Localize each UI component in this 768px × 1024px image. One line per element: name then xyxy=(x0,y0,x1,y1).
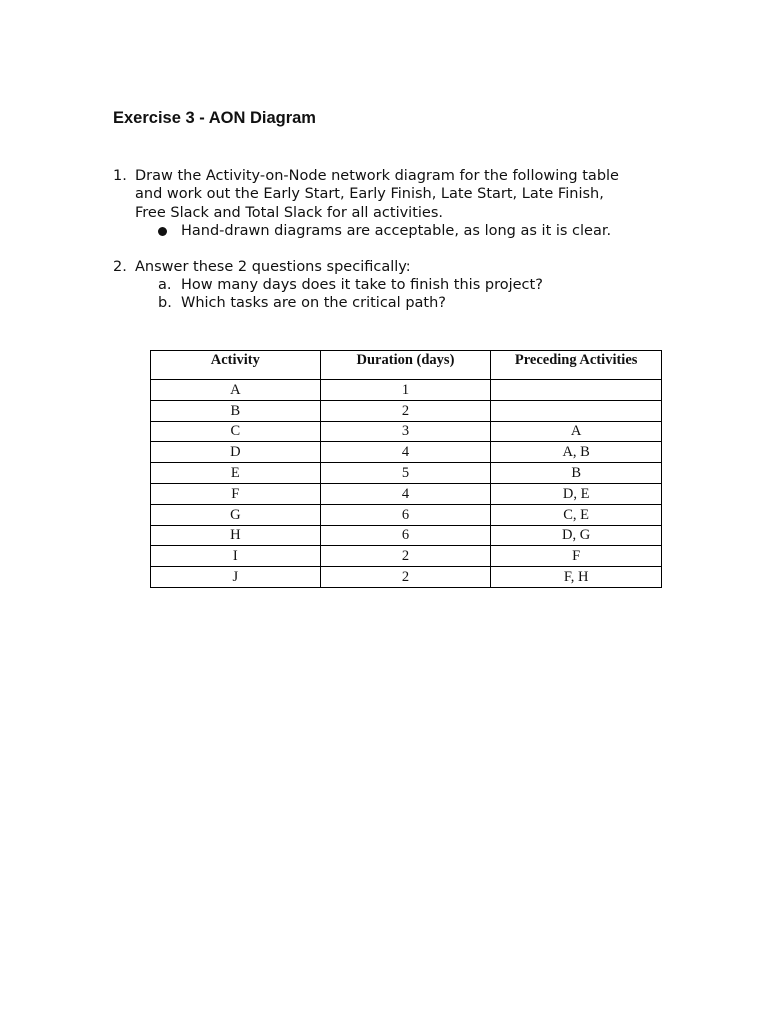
table-row xyxy=(151,421,662,442)
cell-preceding: C, E xyxy=(491,504,662,525)
cell-activity: F xyxy=(151,483,321,504)
cell-duration: 4 xyxy=(320,442,491,463)
table-row xyxy=(151,504,662,525)
cell-preceding: D, E xyxy=(491,483,662,504)
cell-activity: A xyxy=(151,380,321,401)
cell-duration: 2 xyxy=(320,400,491,421)
question-1-text xyxy=(135,167,675,222)
item-letter: a. xyxy=(158,277,172,293)
item-text: How many days does it take to finish this project? xyxy=(181,277,543,293)
table-row xyxy=(151,546,662,567)
cell-duration: 1 xyxy=(320,380,491,401)
cell-preceding: F, H xyxy=(491,567,662,588)
cell-preceding: D, G xyxy=(491,525,662,546)
cell-duration: 5 xyxy=(320,463,491,484)
cell-preceding: A, B xyxy=(491,442,662,463)
table-row xyxy=(151,567,662,588)
cell-activity: C xyxy=(151,421,321,442)
cell-preceding: A xyxy=(491,421,662,442)
cell-preceding xyxy=(491,380,662,401)
item-text: Which tasks are on the critical path? xyxy=(181,295,446,311)
bullet-icon xyxy=(158,227,167,236)
cell-duration: 2 xyxy=(320,546,491,567)
cell-preceding: B xyxy=(491,463,662,484)
cell-duration: 6 xyxy=(320,504,491,525)
table-row xyxy=(151,463,662,484)
item-letter: b. xyxy=(158,295,172,311)
page-title: Exercise 3 - AON Diagram xyxy=(113,109,316,127)
header-preceding: Preceding Activities xyxy=(491,351,662,380)
table-row xyxy=(151,442,662,463)
question-1-number: 1. xyxy=(113,168,127,184)
cell-activity: I xyxy=(151,546,321,567)
bullet-text: Hand-drawn diagrams are acceptable, as long as it is clear. xyxy=(181,223,612,239)
activity-table xyxy=(150,350,662,588)
question-1-line: Free Slack and Total Slack for all activities. xyxy=(135,204,444,221)
table-row xyxy=(151,483,662,504)
cell-activity: G xyxy=(151,504,321,525)
cell-preceding: F xyxy=(491,546,662,567)
cell-activity: J xyxy=(151,567,321,588)
question-1-line: Draw the Activity-on-Node network diagram for the following table xyxy=(135,168,619,184)
question-1-line: and work out the Early Start, Early Finish, Late Start, Late Finish, xyxy=(135,186,604,203)
cell-activity: D xyxy=(151,442,321,463)
table-row xyxy=(151,525,662,546)
header-activity: Activity xyxy=(151,351,321,380)
table-row xyxy=(151,380,662,401)
cell-duration: 2 xyxy=(320,567,491,588)
question-2-number: 2. xyxy=(113,259,127,275)
cell-duration: 6 xyxy=(320,525,491,546)
cell-activity: B xyxy=(151,400,321,421)
cell-duration: 4 xyxy=(320,483,491,504)
question-2-text: Answer these 2 questions specifically: xyxy=(135,259,411,275)
header-duration: Duration (days) xyxy=(320,351,491,380)
cell-activity: H xyxy=(151,525,321,546)
cell-preceding xyxy=(491,400,662,421)
table-header-row xyxy=(151,351,662,380)
table-row xyxy=(151,400,662,421)
cell-activity: E xyxy=(151,463,321,484)
cell-duration: 3 xyxy=(320,421,491,442)
